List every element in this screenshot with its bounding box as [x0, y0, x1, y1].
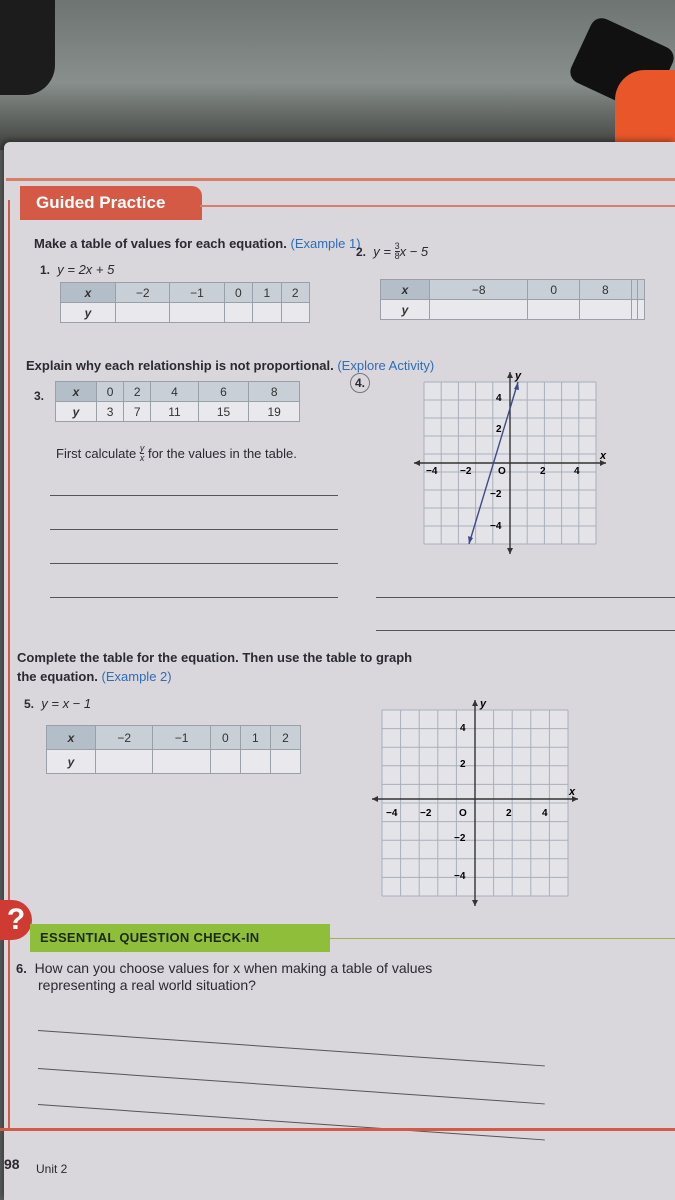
- answer-cell[interactable]: [116, 303, 170, 323]
- y-axis-label: y: [480, 698, 487, 710]
- answer-line[interactable]: [50, 597, 338, 598]
- y-arrow-icon: [472, 700, 478, 706]
- y-arrow-icon: [472, 900, 478, 906]
- banner-rule: [200, 205, 675, 207]
- answer-cell[interactable]: [96, 750, 153, 774]
- problem-4-number: 4.: [350, 373, 370, 393]
- answer-cell[interactable]: [270, 750, 300, 774]
- problem-5-graph: [370, 696, 580, 911]
- problem-3-table: x 0 2 4 6 8 y 3 7 11 15 19: [55, 381, 300, 422]
- y-tick-label: 4: [460, 723, 466, 734]
- answer-line[interactable]: [376, 630, 675, 631]
- answer-cell[interactable]: [170, 303, 224, 323]
- part2-heading: Explain why each relationship is not proportional. (Explore Activity): [26, 358, 435, 373]
- page-border: [6, 178, 675, 181]
- x-arrow-icon: [414, 460, 420, 466]
- essential-question-banner: ESSENTIAL QUESTION CHECK-IN: [30, 924, 330, 952]
- page-number: 98: [4, 1156, 20, 1172]
- problem-3-number: 3.: [34, 389, 45, 403]
- background-object: [615, 70, 675, 150]
- x-tick-label: −4: [386, 808, 398, 819]
- unit-label: Unit 2: [36, 1162, 68, 1176]
- answer-line[interactable]: [376, 597, 675, 598]
- problem-2-label: 2. y = $\frac{3}{8}$ x − 5: [356, 241, 429, 261]
- y-tick-label: 2: [496, 424, 502, 435]
- example-link[interactable]: (Example 1): [290, 236, 361, 251]
- origin-label: O: [459, 808, 467, 819]
- x-axis-label: x: [600, 450, 607, 462]
- page-border: [8, 200, 10, 1130]
- page-border: [0, 1128, 675, 1131]
- y-axis-label: y: [515, 370, 522, 382]
- part3-heading: Complete the table for the equation. Then use the table to graph the equation. (Example 2): [17, 650, 413, 684]
- x-tick-label: 2: [506, 808, 512, 819]
- section-banner: Guided Practice: [20, 186, 202, 220]
- banner-rule: [330, 938, 675, 939]
- example-link[interactable]: (Example 2): [101, 669, 172, 684]
- answer-cell[interactable]: [580, 300, 632, 320]
- problem-4-graph: [410, 368, 610, 558]
- y-tick-label: −4: [454, 871, 466, 882]
- question-mark-icon: ?: [0, 900, 32, 940]
- x-tick-label: −2: [460, 466, 472, 477]
- y-tick-label: −2: [490, 489, 502, 500]
- problem-5-label: 5. y = x − 1: [24, 696, 92, 711]
- answer-line[interactable]: [50, 529, 338, 530]
- problem-2-table: x −8 0 8 y: [380, 279, 645, 320]
- answer-cell[interactable]: [638, 300, 645, 320]
- answer-cell[interactable]: [528, 300, 580, 320]
- x-tick-label: 4: [542, 808, 548, 819]
- answer-cell[interactable]: [631, 300, 638, 320]
- answer-cell[interactable]: [210, 750, 240, 774]
- answer-cell[interactable]: [153, 750, 210, 774]
- answer-line[interactable]: [50, 563, 338, 564]
- x-axis-label: x: [569, 786, 576, 798]
- x-tick-label: −4: [426, 466, 438, 477]
- explore-link[interactable]: (Explore Activity): [337, 358, 435, 373]
- answer-cell[interactable]: [430, 300, 528, 320]
- y-arrow-icon: [507, 372, 513, 378]
- problem-1-label: 1. y = 2x + 5: [40, 262, 115, 277]
- background-object: [0, 0, 55, 95]
- x-tick-label: −2: [420, 808, 432, 819]
- y-tick-label: −4: [490, 521, 502, 532]
- x-arrow-icon: [372, 796, 378, 802]
- answer-cell[interactable]: [281, 303, 309, 323]
- problem-5-table: x −2 −1 0 1 2 y: [46, 725, 301, 774]
- origin-label: O: [498, 466, 506, 477]
- y-tick-label: 4: [496, 393, 502, 404]
- x-tick-label: 2: [540, 466, 546, 477]
- x-tick-label: 4: [574, 466, 580, 477]
- answer-cell[interactable]: [240, 750, 270, 774]
- part1-heading: Make a table of values for each equation. (Example 1): [34, 236, 361, 251]
- answer-cell[interactable]: [224, 303, 252, 323]
- problem-3-hint: First calculate y x for the values in the table.: [56, 443, 297, 463]
- y-tick-label: −2: [454, 833, 466, 844]
- answer-cell[interactable]: [253, 303, 281, 323]
- problem-6-question: 6. How can you choose values for x when making a table of values representing a real world situation?: [16, 960, 433, 993]
- problem-1-table: x −2 −1 0 1 2 y: [60, 282, 310, 323]
- answer-line[interactable]: [50, 495, 338, 496]
- y-arrow-icon: [507, 548, 513, 554]
- y-tick-label: 2: [460, 759, 466, 770]
